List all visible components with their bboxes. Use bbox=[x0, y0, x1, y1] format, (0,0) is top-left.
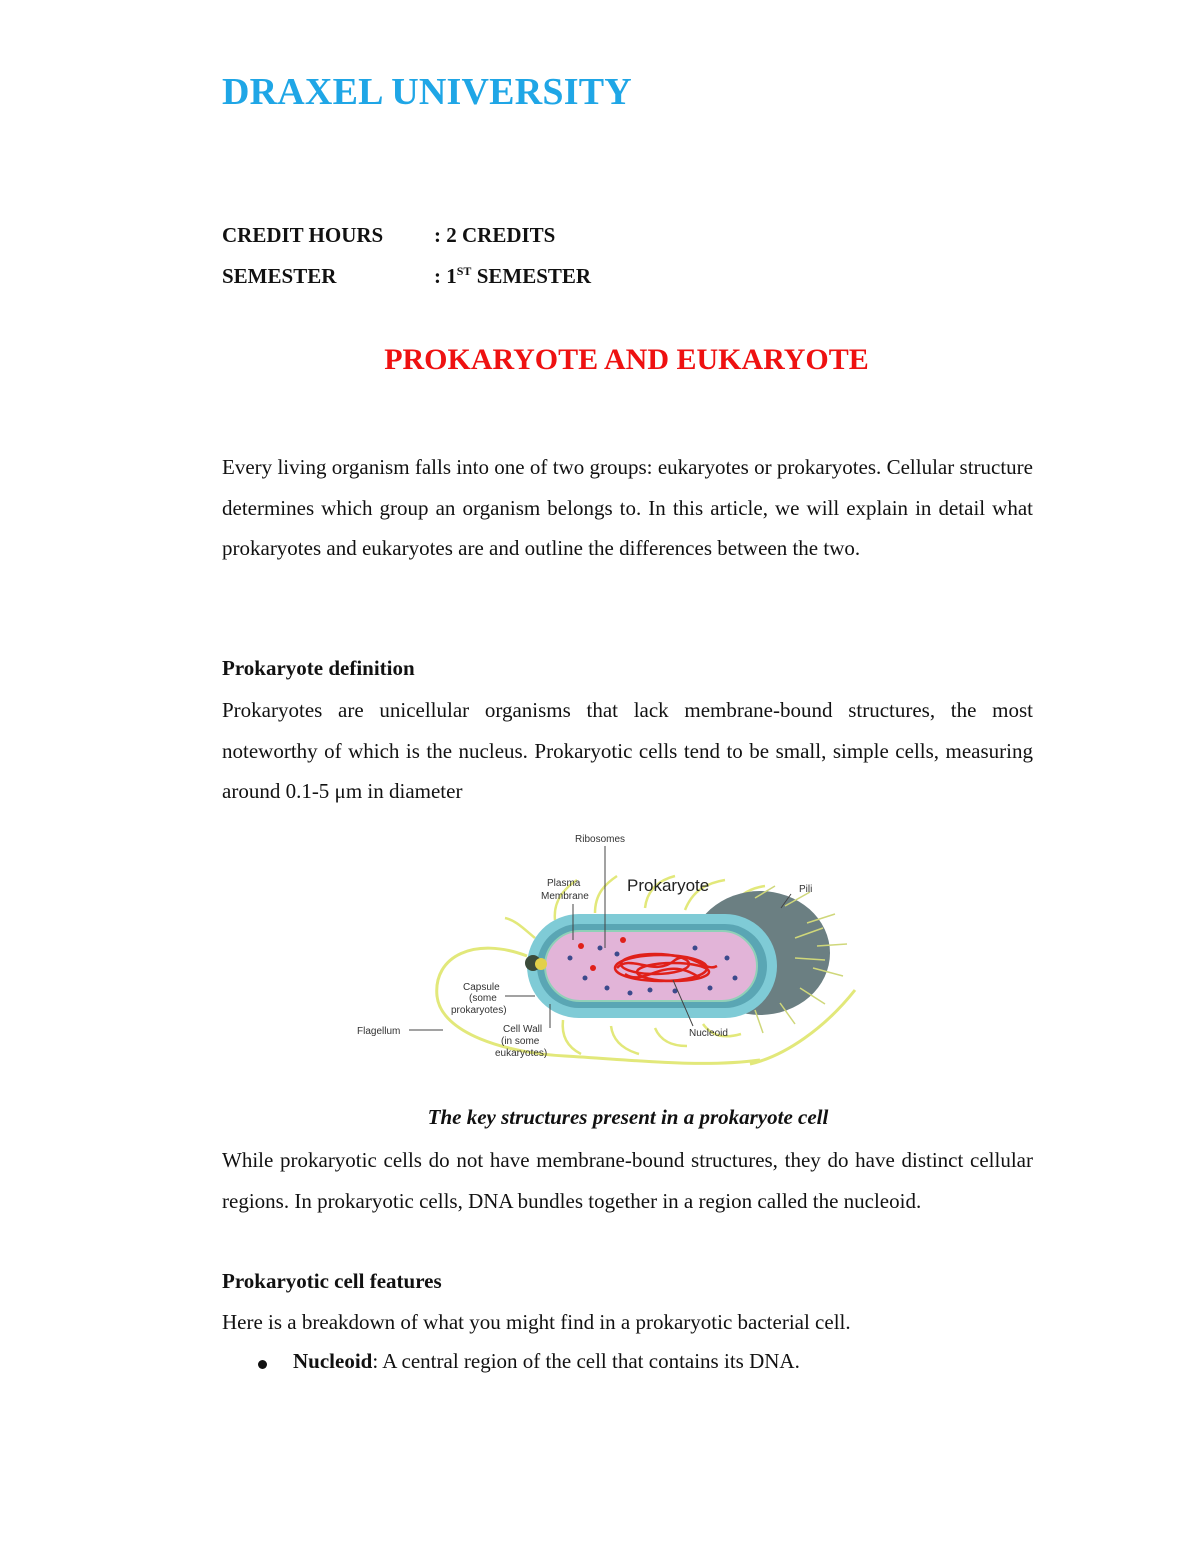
semester-label: SEMESTER bbox=[222, 264, 337, 288]
semester-value-suffix: SEMESTER bbox=[471, 264, 592, 288]
prokaryote-cell-diagram bbox=[355, 828, 865, 1083]
nucleoid-paragraph: While prokaryotic cells do not have membrane-bound structures, they do have distinct cellular regions. In prokaryotic cells, DNA bundles together in a region called the nucleoid. bbox=[222, 1148, 1033, 1213]
document-title: PROKARYOTE AND EUKARYOTE bbox=[384, 343, 869, 376]
label-capsule-some: (some bbox=[469, 993, 497, 1004]
section-heading-prokaryote-definition: Prokaryote definition bbox=[222, 656, 415, 680]
label-eukaryotes: eukaryotes) bbox=[495, 1048, 548, 1059]
label-membrane: Membrane bbox=[541, 891, 589, 902]
diagram-title: Prokaryote bbox=[627, 876, 710, 895]
bullet-desc: : A central region of the cell that contains its DNA. bbox=[372, 1349, 800, 1373]
university-name: DRAXEL UNIVERSITY bbox=[222, 71, 632, 113]
credit-hours-row bbox=[222, 223, 555, 248]
semester-value-prefix: : 1 bbox=[434, 264, 457, 288]
label-flagellum: Flagellum bbox=[357, 1026, 401, 1037]
basal-body-ring bbox=[535, 958, 547, 970]
credit-hours-value: : 2 CREDITS bbox=[434, 223, 556, 247]
intro-paragraph: Every living organism falls into one of two groups: eukaryotes or prokaryotes. Cellular structure determines which group an organism belongs to. In this article, we will explain in detail what prokaryotes and eukaryotes are and outline the differences between the two. bbox=[222, 455, 1033, 560]
label-in-some: (in some bbox=[501, 1036, 540, 1047]
semester-value-sup: ST bbox=[456, 264, 472, 278]
bullet-term: Nucleoid bbox=[293, 1349, 373, 1373]
figure-caption: The key structures present in a prokaryote cell bbox=[427, 1105, 829, 1129]
bullet-dot-icon bbox=[258, 1360, 267, 1369]
label-pili: Pili bbox=[799, 884, 813, 895]
section-heading-cell-features: Prokaryotic cell features bbox=[222, 1269, 442, 1293]
credit-hours-label: CREDIT HOURS bbox=[222, 223, 384, 247]
label-nucleoid: Nucleoid bbox=[689, 1028, 728, 1039]
label-cell-wall: Cell Wall bbox=[503, 1024, 543, 1035]
label-ribosomes: Ribosomes bbox=[575, 834, 626, 845]
label-capsule-prokaryotes: prokaryotes) bbox=[451, 1005, 507, 1016]
prokaryote-diagram-svg bbox=[355, 828, 865, 1083]
label-capsule: Capsule bbox=[463, 982, 500, 993]
prokaryote-definition-paragraph: Prokaryotes are unicellular organisms that lack membrane-bound structures, the most noteworthy of which is the nucleus. Prokaryotic cells tend to be small, simple cells, measuring around 0.1-5 μm in diameter bbox=[222, 698, 1033, 803]
semester-row bbox=[222, 264, 591, 289]
bullet-text bbox=[293, 1349, 800, 1374]
cell-features-intro: Here is a breakdown of what you might find in a prokaryotic bacterial cell. bbox=[222, 1310, 851, 1334]
label-plasma: Plasma bbox=[547, 878, 581, 889]
